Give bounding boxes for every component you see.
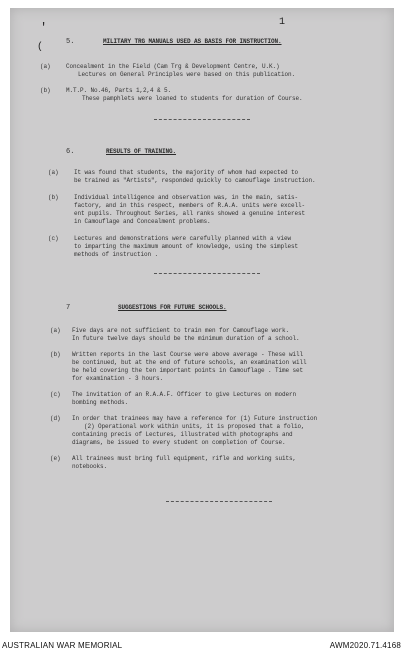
- item-text: methods of instruction .: [74, 251, 159, 258]
- footer-bar: [0, 637, 405, 653]
- item-label: (a): [40, 63, 51, 70]
- item-label: (a): [50, 327, 61, 334]
- item-text: In order that trainees may have a reference for (1) Future instruction: [72, 415, 318, 422]
- item-text: containing precis of Lectures, illustrated with photographs and: [72, 431, 293, 438]
- item-text: M.T.P. No.46, Parts 1,2,4 & 5.: [66, 87, 172, 94]
- footer-accession: AWM2020.71.4168: [329, 641, 401, 650]
- item-text: diagrams, be issued to every student on completion of Course.: [72, 439, 286, 446]
- item-text: for examination - 3 hours.: [72, 375, 164, 382]
- item-text: be continued, but at the end of future schools, an examination will: [72, 359, 307, 366]
- item-text: Concealment in the Field (Cam Trg & Development Centre, U.K.): [66, 63, 280, 70]
- section-number: 6.: [66, 148, 75, 156]
- ink-mark: (: [37, 42, 44, 53]
- section-number: 5.: [66, 38, 75, 46]
- item-label: (b): [48, 194, 59, 201]
- item-label: (a): [48, 169, 59, 176]
- document-page: [10, 8, 394, 632]
- item-text: Lectures on General Principles were based on this publication.: [78, 71, 296, 78]
- item-text: be trained as "Artists", responded quickly to camouflage instruction.: [74, 177, 316, 184]
- item-label: (e): [50, 455, 61, 462]
- item-label: (d): [50, 415, 61, 422]
- item-text: These pamphlets were loaned to students for duration of Course.: [82, 95, 303, 102]
- item-text: ent pupils. Throughout Series, all ranks showed a genuine interest: [74, 210, 306, 217]
- item-text: factory, and in this respect, members of R.A.A. units were excell-: [74, 202, 306, 209]
- section-number: 7: [66, 304, 71, 312]
- section-divider: [154, 119, 250, 120]
- footer-source: AUSTRALIAN WAR MEMORIAL: [2, 641, 123, 650]
- item-text: to imparting the maximum amount of knowledge, using the simplest: [74, 243, 299, 250]
- item-text: Lectures and demonstrations were carefully planned with a view: [74, 235, 292, 242]
- section-heading: SUGGESTIONS FOR FUTURE SCHOOLS.: [118, 304, 227, 311]
- item-text: (2) Operational work within units, it is proposed that a folio,: [84, 423, 305, 430]
- section-divider: [154, 273, 260, 274]
- item-label: (b): [50, 351, 61, 358]
- item-text: In future twelve days should be the minimum duration of a school.: [72, 335, 300, 342]
- item-label: (c): [48, 235, 59, 242]
- item-text: The invitation of an R.A.A.F. Officer to give Lectures on modern: [72, 391, 297, 398]
- item-text: in Camouflage and Concealment problems.: [74, 218, 211, 225]
- item-text: Five days are not sufficient to train men for Camouflage work.: [72, 327, 290, 334]
- section-divider: [166, 501, 272, 502]
- item-text: notebooks.: [72, 463, 108, 470]
- item-text: It was found that students, the majority of whom had expected to: [74, 169, 299, 176]
- item-label: (b): [40, 87, 51, 94]
- ink-mark: 1: [279, 17, 286, 28]
- section-heading: RESULTS OF TRAINING.: [106, 148, 177, 155]
- item-text: Individual intelligence and observation was, in the main, satis-: [74, 194, 299, 201]
- item-text: All trainees must bring full equipment, rifle and working suits,: [72, 455, 297, 462]
- item-text: Written reports in the last Course were above average - These will: [72, 351, 304, 358]
- item-text: be held covering the ten important points in Camouflage . Time set: [72, 367, 304, 374]
- section-heading: MILITARY TRG MANUALS USED AS BASIS FOR INSTRUCTION.: [103, 38, 282, 45]
- item-label: (c): [50, 391, 61, 398]
- ink-mark: ': [40, 21, 48, 35]
- item-text: bombing methods.: [72, 399, 129, 406]
